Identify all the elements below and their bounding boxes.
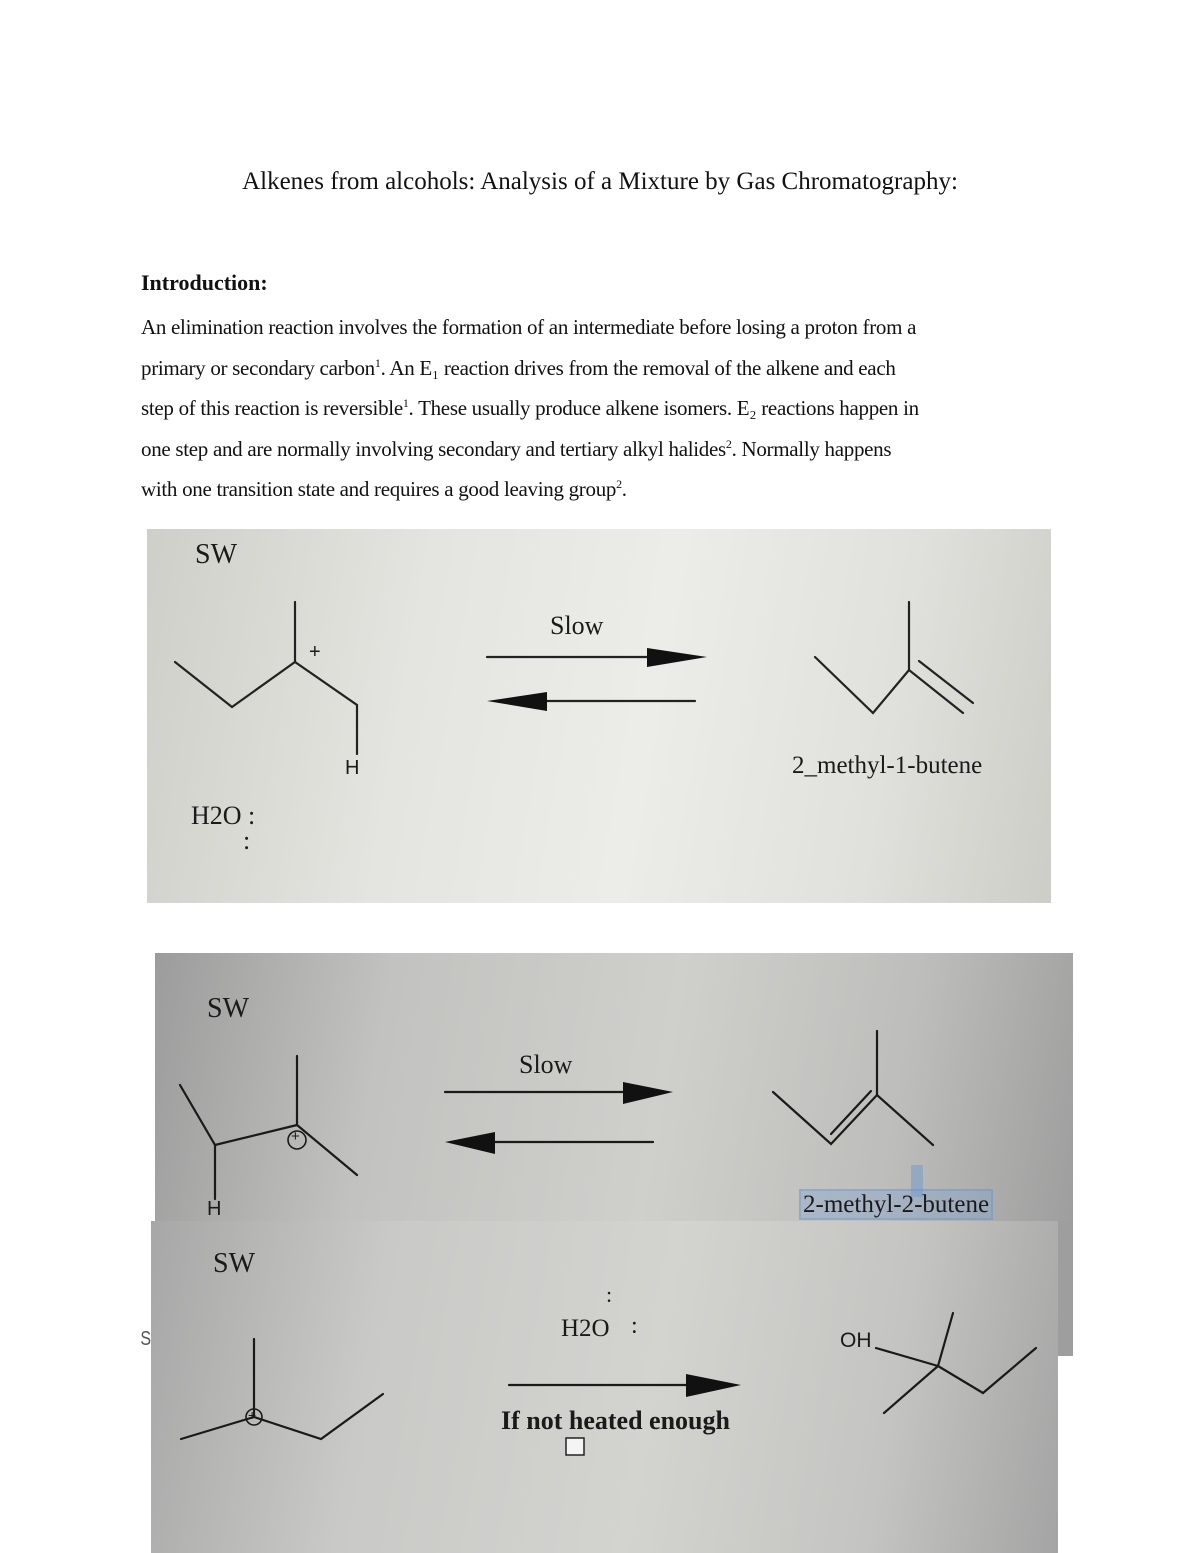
product-name: 2-methyl-2-butene <box>803 1191 990 1218</box>
paragraph-line: one step and are normally involving secondary and tertiary alkyl halides$^2$. Normally happens <box>141 436 892 461</box>
author-initials: SW <box>213 1248 255 1279</box>
paragraph-line: with one transition state and requires a good leaving group$^2$. <box>141 477 627 502</box>
carbocation-charge: + <box>291 1128 300 1145</box>
reaction-figure-3 <box>151 1221 1058 1553</box>
double-bond-second-line <box>919 661 973 703</box>
forward-arrowhead <box>647 648 707 667</box>
product-skeleton <box>773 1092 933 1145</box>
water-lone-pair: : <box>243 826 251 855</box>
introduction-paragraph <box>141 307 1056 510</box>
carbocation-charge: + <box>248 1407 257 1423</box>
citation: 2 <box>616 477 622 492</box>
forward-arrow-label: Slow <box>519 1050 573 1079</box>
double-bond-second-line <box>831 1091 871 1134</box>
water-side-lone-pair: : <box>631 1313 638 1339</box>
water-top-lone-pair: : <box>606 1282 613 1307</box>
reaction-scheme-1 <box>147 529 1051 903</box>
hydrogen-label: H <box>207 1198 222 1220</box>
carbocation-skeleton <box>215 1125 357 1175</box>
hydroxyl-label: OH <box>840 1329 872 1352</box>
citation: 2 <box>725 436 732 451</box>
figure-edge-strip <box>1058 1221 1073 1356</box>
product-lower-bond <box>884 1366 938 1413</box>
forward-arrow-label: Slow <box>550 611 604 640</box>
product-right-bond <box>938 1366 983 1393</box>
placeholder-box <box>566 1438 584 1455</box>
reaction-figure-1 <box>147 529 1051 903</box>
carbocation-skeleton <box>181 1394 383 1439</box>
stray-character: S <box>140 1328 152 1350</box>
hydrogen-label: H <box>345 757 360 779</box>
water-label: H2O <box>561 1315 610 1342</box>
forward-arrowhead <box>623 1082 673 1104</box>
author-initials: SW <box>207 993 249 1024</box>
introduction-heading: Introduction: <box>141 270 268 295</box>
carbocation-skeleton <box>175 662 357 754</box>
product-name: 2_methyl-1-butene <box>792 752 983 779</box>
author-initials: SW <box>195 539 237 570</box>
product-skeleton <box>815 657 963 713</box>
citation: 1 <box>374 355 381 370</box>
reaction-figure-2 <box>155 953 1073 1221</box>
product-ethyl-bond <box>983 1348 1036 1393</box>
product-upper-bond <box>938 1313 953 1366</box>
forward-arrowhead <box>686 1374 741 1397</box>
paragraph-line: step of this reaction is reversible$^1$. These usually produce alkene isomers. E₂ reactions happen in <box>141 396 919 421</box>
citation: 1 <box>402 396 409 411</box>
arrow-condition-label: If not heated enough <box>501 1406 730 1435</box>
carbocation-charge: + <box>309 641 321 663</box>
paragraph-line: An elimination reaction involves the formation of an intermediate before losing a proton from a <box>141 315 917 339</box>
reverse-arrowhead <box>445 1132 495 1154</box>
left-methyl-bond <box>180 1085 215 1145</box>
document-title: Alkenes from alcohols: Analysis of a Mixture by Gas Chromatography: <box>242 168 958 195</box>
water-label: H2O : <box>191 801 256 830</box>
oh-bond <box>876 1348 938 1366</box>
reaction-scheme-3 <box>151 1221 1058 1553</box>
reaction-scheme-2 <box>155 953 1073 1221</box>
reverse-arrowhead <box>487 692 547 711</box>
paragraph-line: primary or secondary carbon$^1$. An E₁ reaction drives from the removal of the alkene and each <box>141 355 896 380</box>
